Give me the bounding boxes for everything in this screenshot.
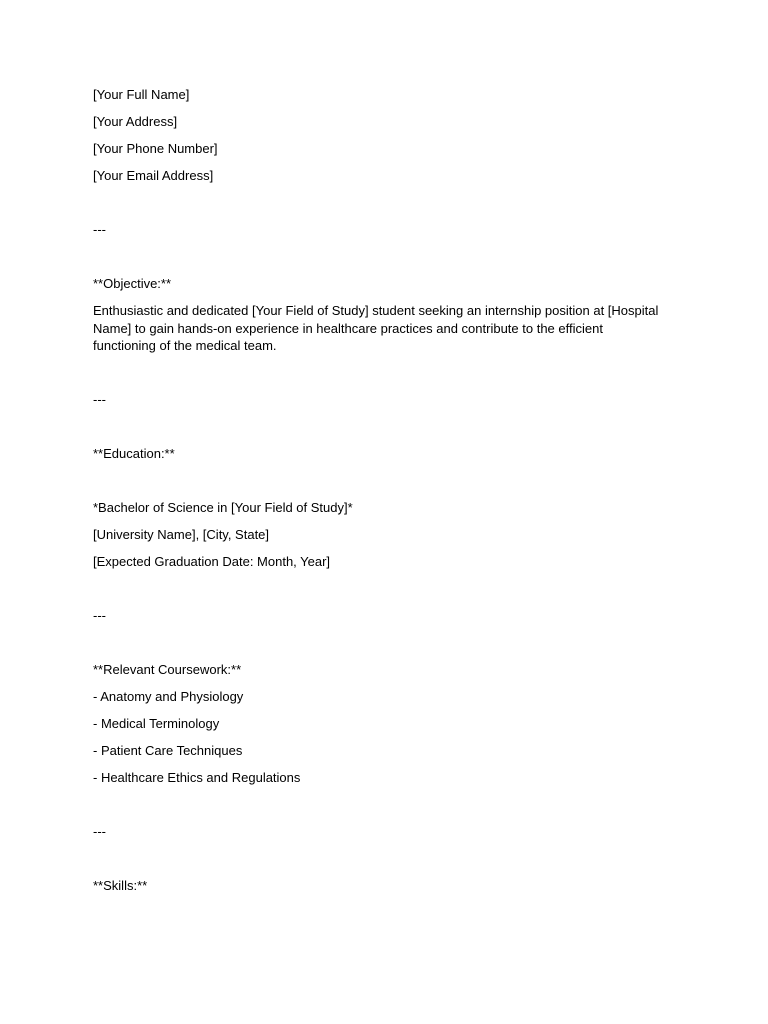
blank-line bbox=[93, 194, 668, 212]
contact-full-name: [Your Full Name] bbox=[93, 87, 190, 102]
coursework-item: - Medical Terminology bbox=[93, 715, 220, 731]
document-body bbox=[93, 86, 668, 904]
objective-heading: **Objective:** bbox=[93, 276, 172, 291]
blank-line bbox=[93, 472, 668, 490]
coursework-item: - Patient Care Techniques bbox=[93, 742, 243, 758]
coursework-item: - Anatomy and Physiology bbox=[93, 688, 244, 704]
blank-line bbox=[93, 580, 668, 598]
education-graduation: [Expected Graduation Date: Month, Year] bbox=[93, 553, 331, 569]
objective-text: Enthusiastic and dedicated [Your Field of Study] student seeking an internship position at [Hospital Name] to gain hands-on experience in healthcare practices and contribute to the efficient functioning of the medical team. bbox=[93, 303, 659, 353]
contact-phone: [Your Phone Number] bbox=[93, 141, 218, 156]
education-heading: **Education:** bbox=[93, 445, 175, 461]
section-separator: --- bbox=[93, 222, 106, 237]
section-separator: --- bbox=[93, 823, 106, 839]
coursework-heading: **Relevant Coursework:** bbox=[93, 661, 242, 677]
coursework-item: - Healthcare Ethics and Regulations bbox=[93, 769, 301, 785]
education-university: [University Name], [City, State] bbox=[93, 526, 270, 542]
contact-email: [Your Email Address] bbox=[93, 168, 214, 183]
blank-line bbox=[93, 850, 668, 868]
blank-line bbox=[93, 634, 668, 652]
section-separator: --- bbox=[93, 391, 106, 407]
education-degree: *Bachelor of Science in [Your Field of Study]* bbox=[93, 499, 353, 515]
blank-line bbox=[93, 248, 668, 266]
blank-line bbox=[93, 364, 668, 382]
section-separator: --- bbox=[93, 607, 106, 623]
blank-line bbox=[93, 418, 668, 436]
contact-address: [Your Address] bbox=[93, 114, 178, 129]
skills-heading: **Skills:** bbox=[93, 877, 148, 893]
blank-line bbox=[93, 796, 668, 814]
